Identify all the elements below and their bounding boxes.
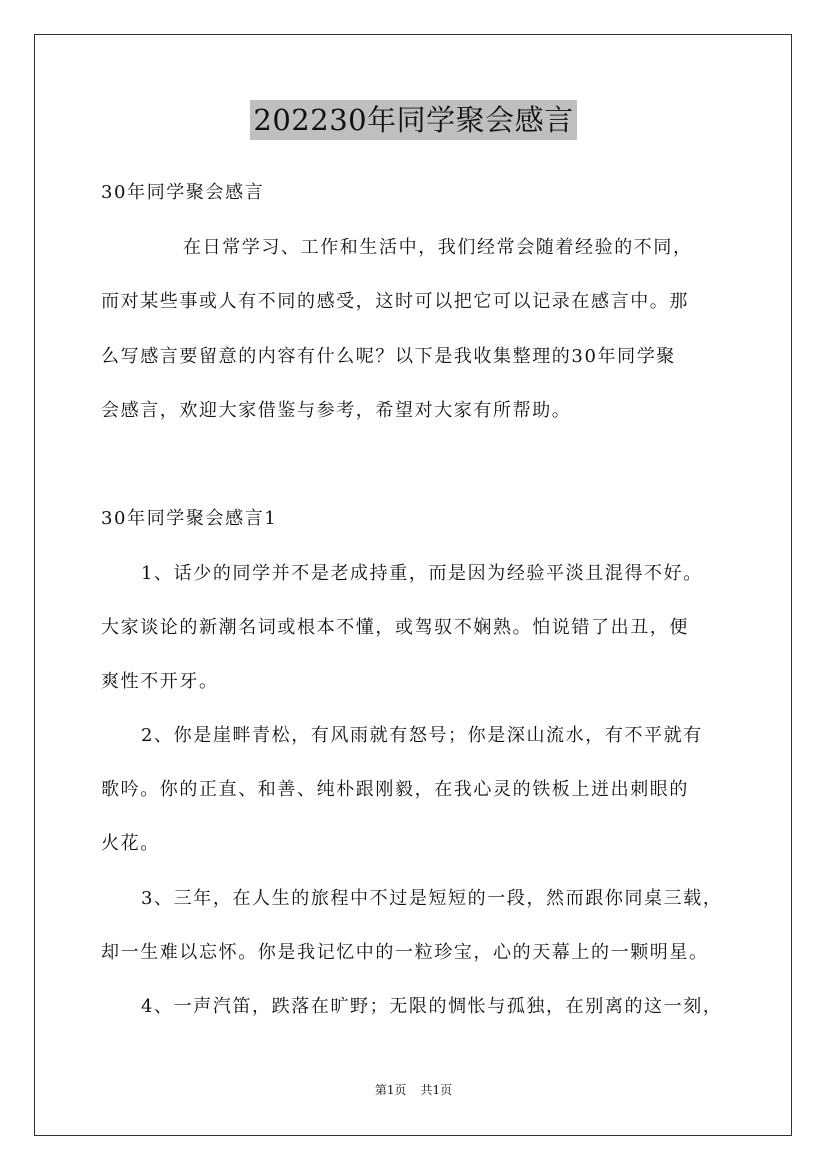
- paragraph-line: 而对某些事或人有不同的感受，这时可以把它可以记录在感言中。那: [101, 291, 689, 312]
- paragraph-line: 1、话少的同学并不是老成持重，而是因为经验平淡且混得不好。: [141, 563, 703, 584]
- paragraph-line: 4、一声汽笛，跌落在旷野；无限的惆怅与孤独，在别离的这一刻，: [141, 996, 723, 1017]
- section-heading: 30年同学聚会感言1: [101, 508, 278, 529]
- paragraph-line: 歌吟。你的正直、和善、纯朴跟刚毅，在我心灵的铁板上迸出刺眼的: [101, 779, 689, 800]
- paragraph-line: 大家谈论的新潮名词或根本不懂，或驾驭不娴熟。怕说错了出丑，便: [101, 617, 689, 638]
- paragraph-line: 却一生难以忘怀。你是我记忆中的一粒珍宝，心的天幕上的一颗明星。: [101, 942, 709, 963]
- document-title: 202230年同学聚会感言: [250, 100, 576, 140]
- page-total: 共1页: [420, 1083, 453, 1097]
- paragraph-line: 3、三年，在人生的旅程中不过是短短的一段，然而跟你同桌三载，: [141, 888, 723, 909]
- paragraph-line: 2、你是崖畔青松，有风雨就有怒号；你是深山流水，有不平就有: [141, 725, 703, 746]
- section-heading: 30年同学聚会感言: [101, 182, 265, 203]
- paragraph-line: 会感言，欢迎大家借鉴与参考，希望对大家有所帮助。: [101, 400, 572, 421]
- paragraph-line: 么写感言要留意的内容有什么呢？以下是我收集整理的30年同学聚: [101, 346, 676, 367]
- paragraph-line: 爽性不开牙。: [101, 671, 219, 692]
- page-footer: [0, 1082, 827, 1098]
- paragraph-line: 在日常学习、工作和生活中，我们经常会随着经验的不同，: [183, 237, 693, 258]
- paragraph-line: 火花。: [101, 833, 160, 854]
- page-number: 第1页: [374, 1083, 407, 1097]
- title-container: [0, 100, 827, 140]
